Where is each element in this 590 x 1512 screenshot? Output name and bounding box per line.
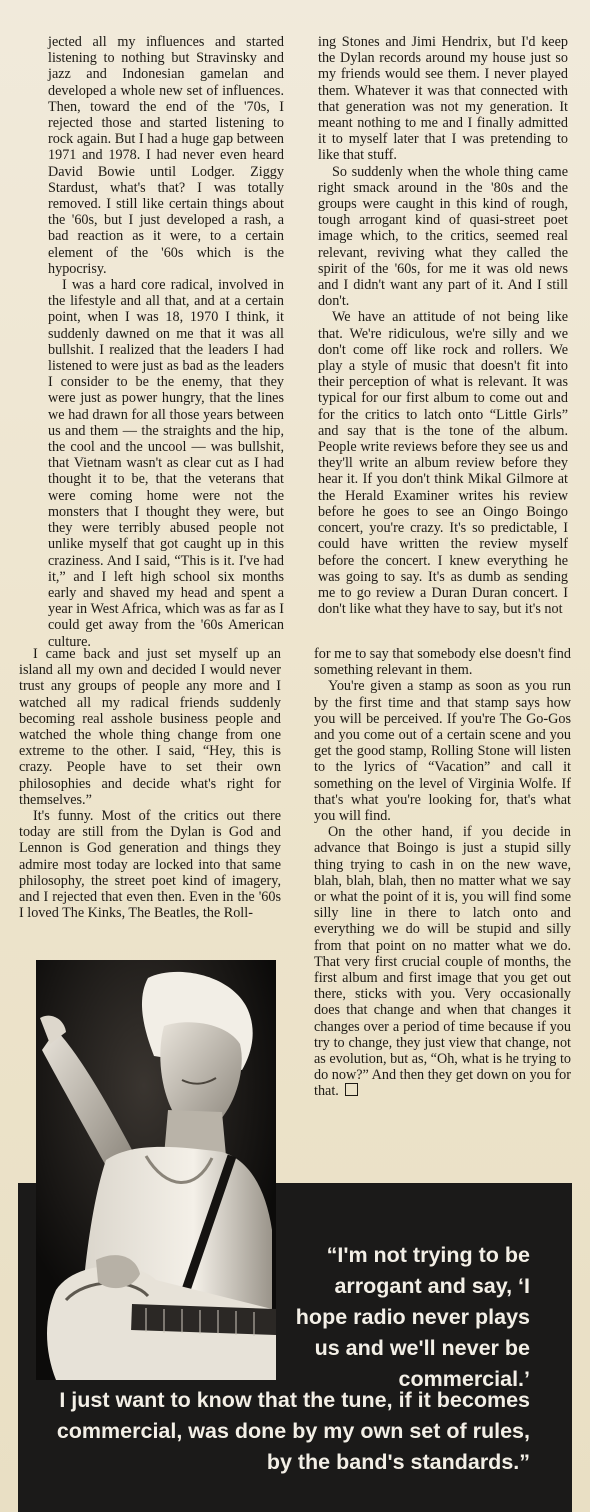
paragraph: So suddenly when the whole thing came right smack around in the '80s and the groups were caught in this kind of rough, tough arrogant kind of quasi-street poet image which, to the critics, seemed real relevant, reviving what they called the spirit of the '60s, for me it was old news and I didn't want any part of it. And I still don't. (318, 163, 568, 310)
guitarist-photo-image (36, 960, 276, 1380)
paragraph: I was a hard core radical, involved in the lifestyle and all that, and at a certain point, when I was 18, 1970 I think, it suddenly dawned on me that it was all bullshit. I realized that the leaders I had listened to were just as bad as the leaders I consider to be the enemy, that they were just as power hungry, that the lines we had drawn for all those years between us and them — the straights and the hip, the cool and the uncool — was bullshit, that Vietnam wasn't as clear cut as I had thought it to be, that the veterans that were coming home were not the monsters that I thought they were, but they were terribly abused people not unlike myself that got caught up in this craziness. And I said, “This is it. I've had it,” and I left high school six months early and shaved my head and spent a year in West Africa, which was as far as I could get away from the '60s American culture. (48, 277, 284, 650)
paragraph: We have an attitude of not being like that. We're ridiculous, we're silly and we don't come off like rock and rollers. We play a style of music that doesn't fit into their perception of what is relevant. It was typical for our first album to come out and for the critics to latch onto “Little Girls” and say that is the tone of the album. People write reviews before they see us and they'll write an album review before they hear it. If you don't think Mikal Gilmore at the Herald Examiner writes his review before he goes to see an Oingo Boingo concert, you're crazy. It's so predictable, I could have written the review myself before the concert. I knew everything he was going to say. It's as dumb as sending me to go review a Duran Duran concert. I don't like what they have to say, but it's not (318, 309, 568, 618)
paragraph (314, 824, 571, 1099)
paragraph: You're given a stamp as soon as you run by the first time and that stamp says how you will be perceived. If you're The Go-Gos and you come out of a certain scene and you get the good stamp, Rolling Stone will listen to the lyrics of “Vacation” and call it something on the level of Virginia Wolfe. If that's what you're looking for, that's what you will find. (314, 678, 571, 825)
paragraph: I came back and just set myself up an island all my own and decided I would never trust any groups of people any more and I watched all my radical friends suddenly becoming real asshole business people and watched the whole thing change from one extreme to the other. I said, “Hey, this is crazy. People have to set their own philosophies and decide what's right for themselves.” (19, 646, 281, 808)
pull-quote-part-2: I just want to know that the tune, if it becomes commercial, was done by my own set of rules, by the band's standards.” (56, 1388, 530, 1474)
article-column-left-middle (19, 646, 281, 921)
end-mark-icon (345, 1083, 358, 1096)
paragraph: jected all my influences and started listening to nothing but Stravinsky and jazz and Indonesian gamelan and developed a whole new set of influences. Then, toward the end of the '70s, I rejected those and started listening to rock again. But I had a huge gap between 1971 and 1978. I had never even heard David Bowie until Lodger. Ziggy Stardust, what's that? I was totally removed. I still like certain things about the '60s, but I just developed a rash, a bad reaction as it were, to a certain element of the '60s which is the hypocrisy. (48, 34, 284, 277)
paragraph: ing Stones and Jimi Hendrix, but I'd keep the Dylan records around my house just so my friends would see them. I never played them. Whatever it was that connected with that generation was not my generation. It meant nothing to me and I finally admitted it to myself later that I was pretending to like that stuff. (318, 34, 568, 164)
paragraph-text: On the other hand, if you decide in advance that Boingo is just a stupid silly thing trying to cash in on the new wave, blah, blah, blah, then no matter what we say or what the point of it is, you will find some silly line in there to latch onto and everything we do will be stupid and silly from that point on no matter what we do. That very first crucial couple of months, the first album and first image that you get out there, sticks with you. Very occasionally does that change and when that changes it changes over a period of time because if you try to change, they just view that change, not as evolution, but as, “Oh, what is he trying to do now?” And then they get down on you for that. (314, 824, 571, 1100)
article-column-right-top (318, 34, 568, 617)
article-column-right-middle (314, 646, 571, 1100)
pull-quote-part-1: “I'm not trying to be arrogant and say, ‘I hope radio never plays us and we'll never be commercial.’ (295, 1243, 530, 1391)
article-column-left-top (48, 34, 284, 650)
guitarist-photo (36, 960, 276, 1380)
paragraph: for me to say that somebody else doesn't find something relevant in them. (314, 646, 571, 679)
paragraph: It's funny. Most of the critics out there today are still from the Dylan is God and Lennon is God generation and things they admire most today are locked into that same philosophy, the street poet kind of imagery, and I rejected that even then. Even in the '60s I loved The Kinks, The Beatles, the Roll- (19, 808, 281, 922)
